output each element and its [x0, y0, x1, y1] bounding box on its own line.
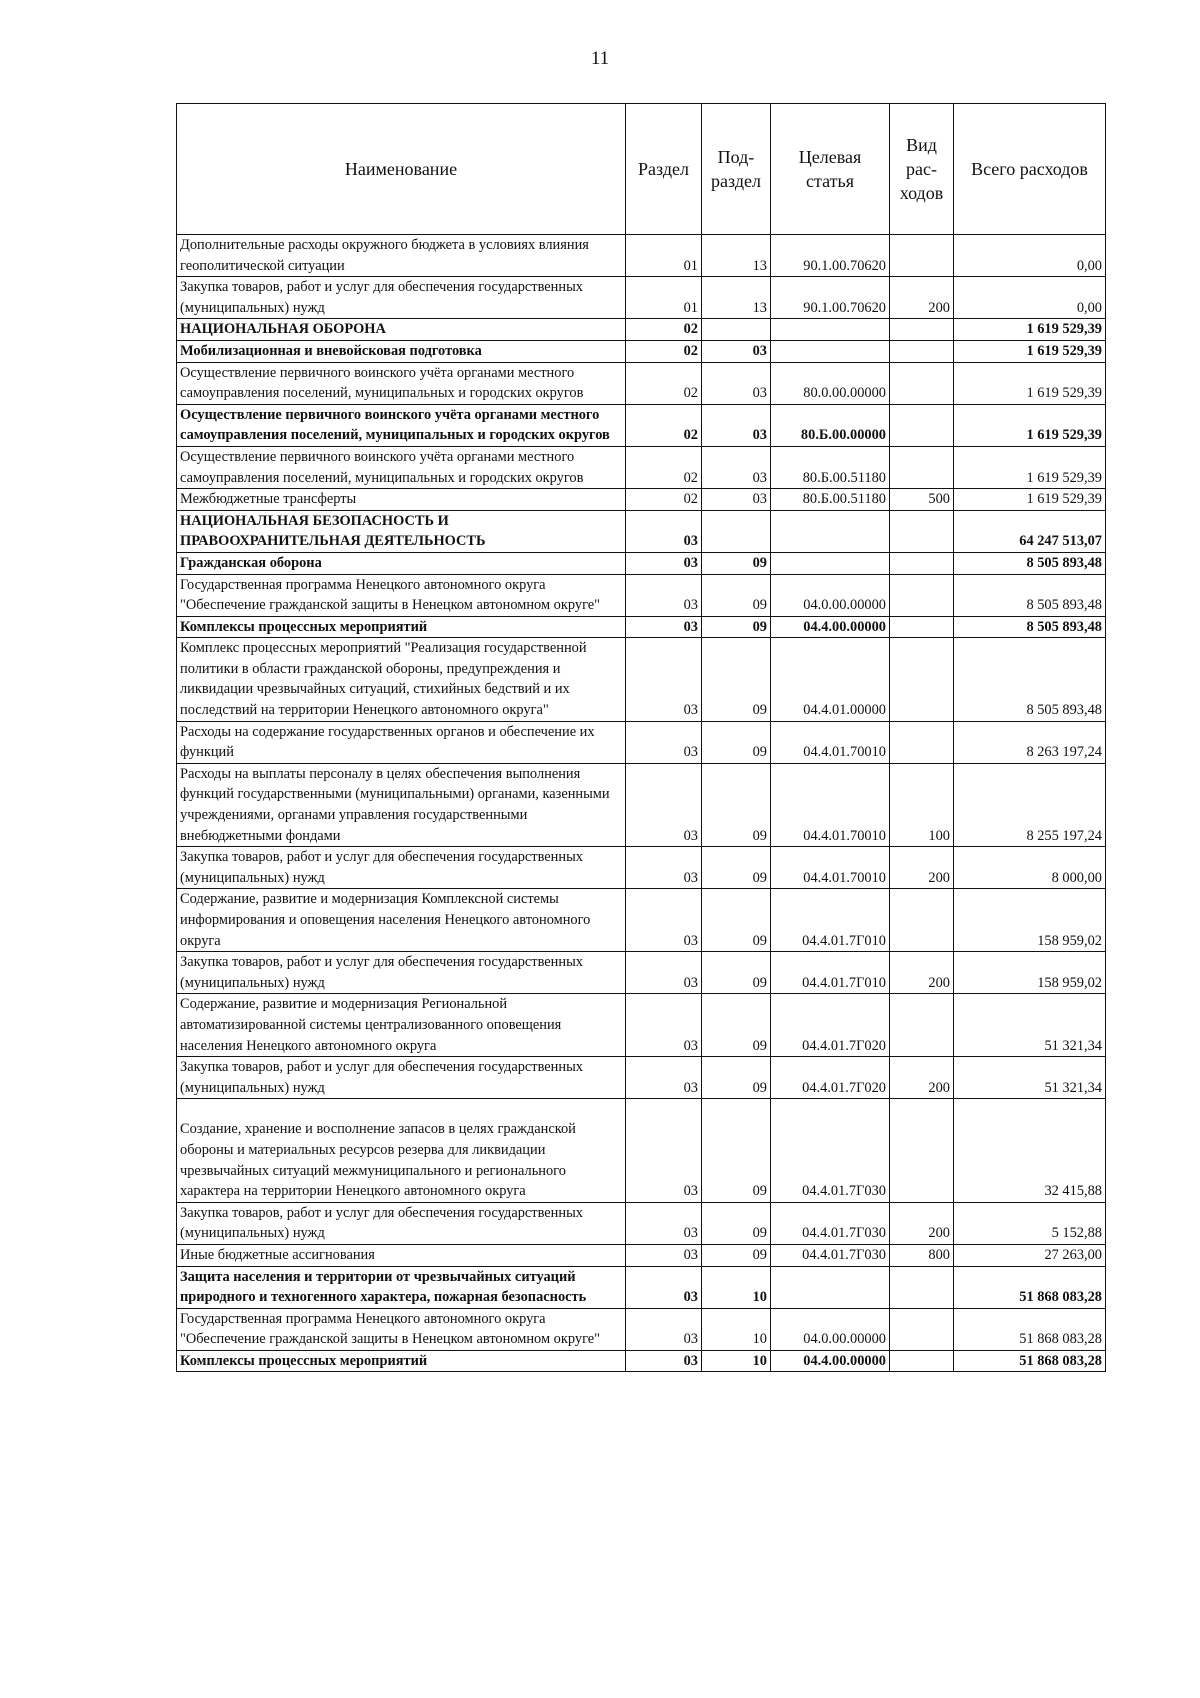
row-total-cell: 32 415,88: [954, 1099, 1106, 1202]
row-name-cell: Гражданская оборона: [177, 552, 626, 574]
header-celevaya-line2: статья: [806, 171, 854, 191]
table-row: [177, 616, 1106, 638]
row-celevaya-cell: 04.4.00.00000: [771, 616, 890, 638]
row-razdel-cell: 03: [626, 1057, 702, 1099]
row-name-cell: Комплекс процессных мероприятий "Реализация государственной политики в области гражданской обороны, предупреждения и ликвидации чрезвычайных ситуаций, стихийных бедствий и их последствий на территории Ненецкого автономного округа": [177, 638, 626, 721]
row-podrazdel-cell: 09: [702, 994, 771, 1057]
row-vid-cell: [890, 235, 954, 277]
table-row: [177, 552, 1106, 574]
row-total-cell: 51 321,34: [954, 1057, 1106, 1099]
row-total-cell: 51 868 083,28: [954, 1308, 1106, 1350]
row-razdel-cell: 01: [626, 277, 702, 319]
table-row: [177, 847, 1106, 889]
table-row: [177, 319, 1106, 341]
header-podrazdel: [702, 104, 771, 235]
row-vid-cell: [890, 319, 954, 341]
row-razdel-cell: 03: [626, 1350, 702, 1372]
row-vid-cell: 500: [890, 489, 954, 511]
row-podrazdel-cell: 10: [702, 1308, 771, 1350]
row-podrazdel-cell: 13: [702, 277, 771, 319]
row-name-cell: Закупка товаров, работ и услуг для обеспечения государственных (муниципальных) нужд: [177, 1057, 626, 1099]
table-header: [177, 104, 1106, 235]
table-row: [177, 510, 1106, 552]
row-podrazdel-cell: 09: [702, 1057, 771, 1099]
row-celevaya-cell: [771, 510, 890, 552]
row-celevaya-cell: [771, 319, 890, 341]
row-name-cell: Создание, хранение и восполнение запасов в целях гражданской обороны и материальных ресурсов резерва для ликвидации чрезвычайных ситуаций межмуниципального и регионального характера на территории Ненецкого автономного округа: [177, 1099, 626, 1202]
row-vid-cell: [890, 510, 954, 552]
table-row: [177, 235, 1106, 277]
row-name-cell: Дополнительные расходы окружного бюджета в условиях влияния геополитической ситуации: [177, 235, 626, 277]
row-total-cell: 5 152,88: [954, 1202, 1106, 1244]
row-podrazdel-cell: 10: [702, 1266, 771, 1308]
row-celevaya-cell: 80.0.00.00000: [771, 362, 890, 404]
table-row: [177, 1350, 1106, 1372]
row-razdel-cell: 02: [626, 319, 702, 341]
header-vid-line1: Вид: [906, 135, 937, 155]
row-total-cell: 51 321,34: [954, 994, 1106, 1057]
header-vid-line3: ходов: [899, 183, 944, 203]
row-celevaya-cell: 04.4.01.7Г020: [771, 994, 890, 1057]
row-total-cell: 8 000,00: [954, 847, 1106, 889]
row-celevaya-cell: 04.4.01.7Г030: [771, 1244, 890, 1266]
row-podrazdel-cell: [702, 319, 771, 341]
table-row: [177, 277, 1106, 319]
row-podrazdel-cell: 09: [702, 763, 771, 846]
row-total-cell: 0,00: [954, 277, 1106, 319]
row-celevaya-cell: [771, 552, 890, 574]
row-name-cell: Расходы на выплаты персоналу в целях обеспечения выполнения функций государственными (муниципальными) органами, казенными учреждениями, органами управления государственными внебюджетными фондами: [177, 763, 626, 846]
header-name: Наименование: [177, 104, 626, 235]
row-razdel-cell: 03: [626, 510, 702, 552]
row-vid-cell: [890, 616, 954, 638]
row-vid-cell: [890, 638, 954, 721]
row-name-cell: Закупка товаров, работ и услуг для обеспечения государственных (муниципальных) нужд: [177, 847, 626, 889]
row-celevaya-cell: 04.0.00.00000: [771, 1308, 890, 1350]
row-vid-cell: 200: [890, 847, 954, 889]
row-vid-cell: 200: [890, 1202, 954, 1244]
row-vid-cell: 100: [890, 763, 954, 846]
row-celevaya-cell: 04.4.01.7Г030: [771, 1099, 890, 1202]
budget-table: [176, 103, 1106, 1372]
row-name-cell: НАЦИОНАЛЬНАЯ ОБОРОНА: [177, 319, 626, 341]
row-celevaya-cell: 04.4.01.7Г010: [771, 952, 890, 994]
row-name-cell: Государственная программа Ненецкого автономного округа "Обеспечение гражданской защиты в Ненецком автономном округе": [177, 1308, 626, 1350]
table-row: [177, 574, 1106, 616]
table-row: [177, 1202, 1106, 1244]
row-podrazdel-cell: 09: [702, 721, 771, 763]
row-name-cell: Содержание, развитие и модернизация Региональной автоматизированной системы централизованного оповещения населения Ненецкого автономного округа: [177, 994, 626, 1057]
row-total-cell: 27 263,00: [954, 1244, 1106, 1266]
row-podrazdel-cell: 03: [702, 340, 771, 362]
row-vid-cell: [890, 889, 954, 952]
row-name-cell: Осуществление первичного воинского учёта органами местного самоуправления поселений, муниципальных и городских округов: [177, 446, 626, 488]
table-row: [177, 721, 1106, 763]
row-razdel-cell: 03: [626, 1308, 702, 1350]
row-name-cell: Комплексы процессных мероприятий: [177, 1350, 626, 1372]
header-vid: [890, 104, 954, 235]
row-name-cell: Содержание, развитие и модернизация Комплексной системы информирования и оповещения населения Ненецкого автономного округа: [177, 889, 626, 952]
row-total-cell: 51 868 083,28: [954, 1266, 1106, 1308]
row-total-cell: 64 247 513,07: [954, 510, 1106, 552]
row-podrazdel-cell: 09: [702, 889, 771, 952]
row-razdel-cell: 03: [626, 889, 702, 952]
row-name-cell: Расходы на содержание государственных органов и обеспечение их функций: [177, 721, 626, 763]
row-name-cell: Осуществление первичного воинского учёта органами местного самоуправления поселений, муниципальных и городских округов: [177, 362, 626, 404]
row-razdel-cell: 03: [626, 1099, 702, 1202]
table-row: [177, 340, 1106, 362]
row-celevaya-cell: 80.Б.00.51180: [771, 489, 890, 511]
row-celevaya-cell: 04.4.01.70010: [771, 763, 890, 846]
row-celevaya-cell: 04.4.01.7Г030: [771, 1202, 890, 1244]
row-celevaya-cell: 04.4.01.7Г020: [771, 1057, 890, 1099]
row-vid-cell: [890, 994, 954, 1057]
row-razdel-cell: 03: [626, 1266, 702, 1308]
row-podrazdel-cell: 09: [702, 574, 771, 616]
row-total-cell: 8 263 197,24: [954, 721, 1106, 763]
row-razdel-cell: 02: [626, 340, 702, 362]
table-row: [177, 1099, 1106, 1202]
row-vid-cell: 800: [890, 1244, 954, 1266]
row-total-cell: 1 619 529,39: [954, 489, 1106, 511]
table-row: [177, 638, 1106, 721]
row-vid-cell: 200: [890, 277, 954, 319]
row-total-cell: 8 505 893,48: [954, 552, 1106, 574]
row-podrazdel-cell: 03: [702, 362, 771, 404]
row-vid-cell: [890, 1266, 954, 1308]
row-razdel-cell: 03: [626, 552, 702, 574]
row-razdel-cell: 02: [626, 362, 702, 404]
row-razdel-cell: 02: [626, 489, 702, 511]
row-vid-cell: [890, 362, 954, 404]
row-podrazdel-cell: 09: [702, 616, 771, 638]
row-podrazdel-cell: 10: [702, 1350, 771, 1372]
header-podrazdel-line2: раздел: [711, 171, 761, 191]
row-total-cell: 1 619 529,39: [954, 340, 1106, 362]
table-row: [177, 446, 1106, 488]
row-total-cell: 8 505 893,48: [954, 616, 1106, 638]
row-podrazdel-cell: 09: [702, 1202, 771, 1244]
table-row: [177, 952, 1106, 994]
table-row: [177, 889, 1106, 952]
row-name-cell: Государственная программа Ненецкого автономного округа "Обеспечение гражданской защиты в Ненецком автономном округе": [177, 574, 626, 616]
row-podrazdel-cell: 09: [702, 1244, 771, 1266]
row-razdel-cell: 03: [626, 721, 702, 763]
table-row: [177, 1266, 1106, 1308]
row-total-cell: 51 868 083,28: [954, 1350, 1106, 1372]
row-razdel-cell: 03: [626, 574, 702, 616]
table-row: [177, 362, 1106, 404]
row-razdel-cell: 03: [626, 1244, 702, 1266]
row-celevaya-cell: [771, 340, 890, 362]
row-vid-cell: [890, 1350, 954, 1372]
row-vid-cell: [890, 340, 954, 362]
row-vid-cell: [890, 446, 954, 488]
row-total-cell: 158 959,02: [954, 952, 1106, 994]
row-vid-cell: [890, 404, 954, 446]
row-vid-cell: [890, 552, 954, 574]
row-razdel-cell: 03: [626, 952, 702, 994]
row-vid-cell: [890, 1099, 954, 1202]
row-podrazdel-cell: 09: [702, 952, 771, 994]
row-celevaya-cell: [771, 1266, 890, 1308]
row-name-cell: Мобилизационная и вневойсковая подготовка: [177, 340, 626, 362]
row-total-cell: 8 505 893,48: [954, 574, 1106, 616]
header-celevaya: [771, 104, 890, 235]
table-row: [177, 994, 1106, 1057]
table-row: [177, 1057, 1106, 1099]
row-celevaya-cell: 04.4.01.70010: [771, 721, 890, 763]
header-vid-line2: рас-: [906, 159, 937, 179]
row-razdel-cell: 03: [626, 616, 702, 638]
row-celevaya-cell: 80.Б.00.00000: [771, 404, 890, 446]
table-body: [177, 235, 1106, 1372]
row-vid-cell: 200: [890, 952, 954, 994]
row-vid-cell: 200: [890, 1057, 954, 1099]
row-razdel-cell: 03: [626, 763, 702, 846]
row-razdel-cell: 03: [626, 847, 702, 889]
row-total-cell: 158 959,02: [954, 889, 1106, 952]
row-name-cell: Закупка товаров, работ и услуг для обеспечения государственных (муниципальных) нужд: [177, 277, 626, 319]
row-podrazdel-cell: 09: [702, 638, 771, 721]
row-name-cell: Межбюджетные трансферты: [177, 489, 626, 511]
row-razdel-cell: 01: [626, 235, 702, 277]
header-celevaya-line1: Целевая: [798, 147, 862, 167]
row-vid-cell: [890, 574, 954, 616]
table-row: [177, 763, 1106, 846]
row-celevaya-cell: 04.4.01.70010: [771, 847, 890, 889]
header-total: Всего расходов: [954, 104, 1106, 235]
row-podrazdel-cell: [702, 510, 771, 552]
row-name-cell: НАЦИОНАЛЬНАЯ БЕЗОПАСНОСТЬ И ПРАВООХРАНИТЕЛЬНАЯ ДЕЯТЕЛЬНОСТЬ: [177, 510, 626, 552]
row-name-cell: Осуществление первичного воинского учёта органами местного самоуправления поселений, муниципальных и городских округов: [177, 404, 626, 446]
table-row: [177, 1308, 1106, 1350]
row-total-cell: 8 255 197,24: [954, 763, 1106, 846]
header-podrazdel-line1: Под-: [717, 147, 755, 167]
row-name-cell: Закупка товаров, работ и услуг для обеспечения государственных (муниципальных) нужд: [177, 1202, 626, 1244]
row-podrazdel-cell: 09: [702, 847, 771, 889]
row-podrazdel-cell: 09: [702, 552, 771, 574]
row-total-cell: 1 619 529,39: [954, 319, 1106, 341]
row-name-cell: Закупка товаров, работ и услуг для обеспечения государственных (муниципальных) нужд: [177, 952, 626, 994]
row-podrazdel-cell: 09: [702, 1099, 771, 1202]
row-celevaya-cell: 80.Б.00.51180: [771, 446, 890, 488]
row-vid-cell: [890, 721, 954, 763]
row-total-cell: 1 619 529,39: [954, 404, 1106, 446]
row-podrazdel-cell: 03: [702, 404, 771, 446]
row-total-cell: 8 505 893,48: [954, 638, 1106, 721]
row-razdel-cell: 03: [626, 638, 702, 721]
table-row: [177, 1244, 1106, 1266]
row-celevaya-cell: 04.4.01.7Г010: [771, 889, 890, 952]
table-row: [177, 404, 1106, 446]
row-razdel-cell: 03: [626, 994, 702, 1057]
table-row: [177, 489, 1106, 511]
row-name-cell: Защита населения и территории от чрезвычайных ситуаций природного и техногенного характера, пожарная безопасность: [177, 1266, 626, 1308]
row-total-cell: 0,00: [954, 235, 1106, 277]
row-podrazdel-cell: 13: [702, 235, 771, 277]
row-razdel-cell: 02: [626, 446, 702, 488]
row-celevaya-cell: 04.0.00.00000: [771, 574, 890, 616]
row-total-cell: 1 619 529,39: [954, 446, 1106, 488]
row-vid-cell: [890, 1308, 954, 1350]
row-name-cell: Комплексы процессных мероприятий: [177, 616, 626, 638]
row-celevaya-cell: 90.1.00.70620: [771, 235, 890, 277]
row-razdel-cell: 03: [626, 1202, 702, 1244]
row-razdel-cell: 02: [626, 404, 702, 446]
header-razdel: Раздел: [626, 104, 702, 235]
row-celevaya-cell: 90.1.00.70620: [771, 277, 890, 319]
row-podrazdel-cell: 03: [702, 446, 771, 488]
row-total-cell: 1 619 529,39: [954, 362, 1106, 404]
row-podrazdel-cell: 03: [702, 489, 771, 511]
page-number: 11: [590, 48, 610, 69]
row-name-cell: Иные бюджетные ассигнования: [177, 1244, 626, 1266]
row-celevaya-cell: 04.4.00.00000: [771, 1350, 890, 1372]
row-celevaya-cell: 04.4.01.00000: [771, 638, 890, 721]
